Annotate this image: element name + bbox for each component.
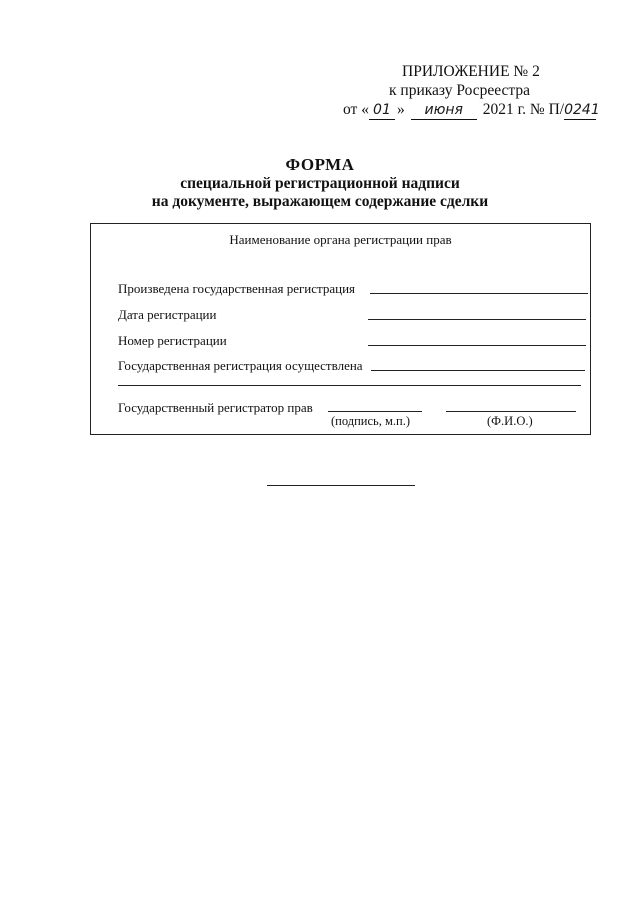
order-date-line	[343, 101, 600, 120]
registration-number-line	[368, 345, 586, 346]
authority-name-label: Наименование органа регистрации прав	[229, 232, 452, 247]
date-prefix: от «	[343, 101, 369, 118]
form-heading: ФОРМА	[285, 155, 355, 174]
signature-line	[328, 411, 422, 412]
end-of-document-rule	[267, 485, 415, 486]
registration-date-line	[368, 319, 586, 320]
registration-done-line	[370, 293, 588, 294]
performed-by-label: Государственная регистрация осуществлена	[118, 358, 363, 373]
registration-number-label: Номер регистрации	[118, 333, 227, 348]
order-year-number-prefix: 2021 г. № П/	[482, 101, 565, 118]
registrar-label: Государственный регистратор прав	[118, 400, 313, 415]
registration-date-label: Дата регистрации	[118, 307, 217, 322]
performed-by-line	[371, 370, 585, 371]
full-name-line	[446, 411, 576, 412]
registration-done-label: Произведена государственная регистрация	[118, 281, 356, 296]
order-day: 01	[369, 102, 395, 120]
order-month: июня	[411, 102, 477, 120]
full-name-caption: (Ф.И.О.)	[487, 414, 533, 428]
appendix-title: ПРИЛОЖЕНИЕ № 2	[402, 63, 540, 80]
date-quote-close: »	[396, 101, 405, 118]
registration-form-box	[90, 223, 591, 435]
order-reference: к приказу Росреестра	[389, 82, 530, 99]
form-subheading-1: специальной регистрационной надписи	[180, 175, 460, 192]
performed-by-line-2	[118, 385, 581, 386]
form-subheading-2: на документе, выражающем содержание сделки	[151, 193, 489, 210]
order-number: 0241	[564, 102, 600, 118]
signature-caption: (подпись, м.п.)	[331, 414, 410, 428]
